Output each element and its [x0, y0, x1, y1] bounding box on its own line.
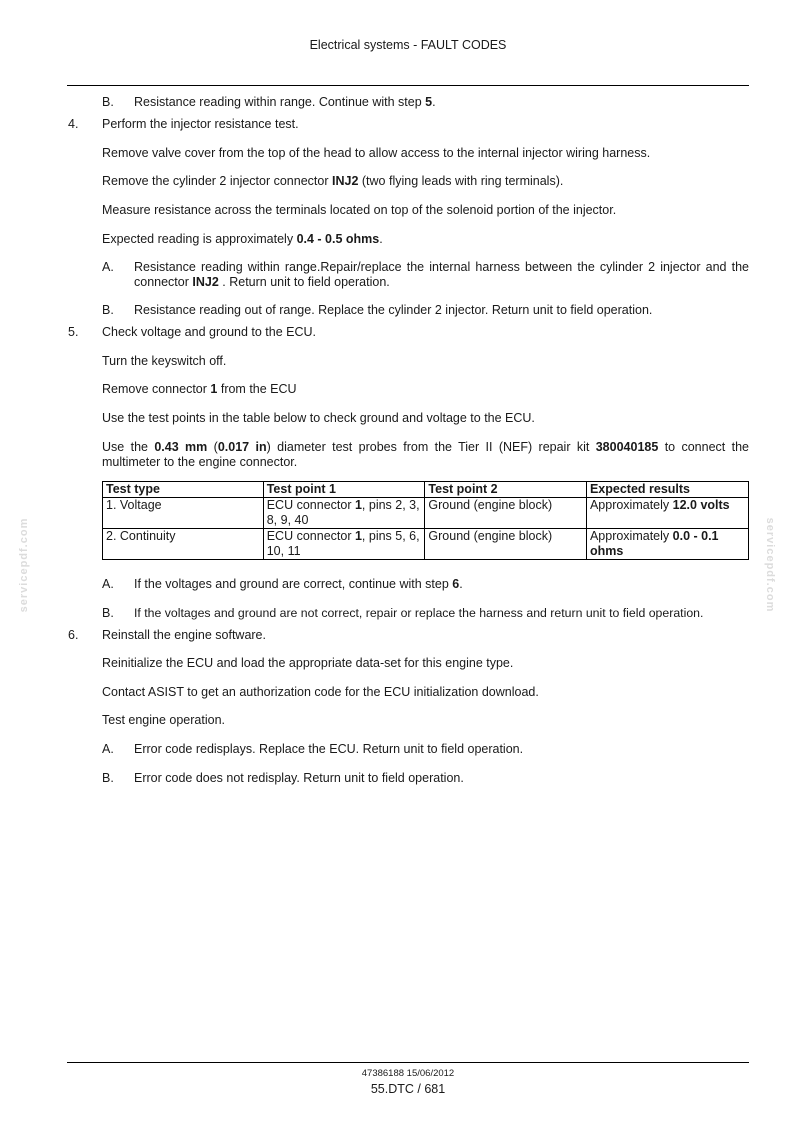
option-letter: A.	[102, 577, 114, 591]
table-row	[103, 498, 749, 529]
step-title: Check voltage and ground to the ECU.	[102, 325, 317, 339]
page-header-title: Electrical systems - FAULT CODES	[309, 38, 507, 52]
footer-page-number: 55.DTC / 681	[370, 1082, 446, 1096]
option-text: Resistance reading out of range. Replace the cylinder 2 injector. Return unit to field operation.	[134, 303, 653, 317]
option-letter: A.	[102, 742, 114, 756]
option-letter: B.	[102, 95, 114, 109]
footer-divider	[67, 1062, 749, 1063]
step-paragraph: Contact ASIST to get an authorization code for the ECU initialization download.	[102, 685, 539, 699]
option-text: Error code redisplays. Replace the ECU. Return unit to field operation.	[134, 742, 524, 756]
watermark-left: servicepdf.com	[18, 517, 30, 613]
step-paragraph: Turn the keyswitch off.	[102, 354, 227, 368]
option-letter: B.	[102, 606, 114, 620]
step-number: 4.	[68, 117, 79, 131]
option-text: Resistance reading within range. Continue with step 5.	[134, 95, 436, 109]
cell-test-point-2: Ground (engine block)	[425, 498, 587, 529]
cell-test-point-1: ECU connector 1, pins 5, 6, 10, 11	[263, 529, 425, 560]
cell-test-type: 1. Voltage	[103, 498, 264, 529]
step-paragraph: Use the 0.43 mm (0.017 in) diameter test probes from the Tier II (NEF) repair kit 380040185 to connect the multimeter to the engine connector.	[102, 440, 749, 469]
cell-expected-result: Approximately 12.0 volts	[586, 498, 748, 529]
step-paragraph: Expected reading is approximately 0.4 - 0.5 ohms.	[102, 232, 383, 246]
step-paragraph: Remove valve cover from the top of the head to allow access to the internal injector wiring harness.	[102, 146, 651, 160]
step-title: Perform the injector resistance test.	[102, 117, 299, 131]
step-paragraph: Reinitialize the ECU and load the appropriate data-set for this engine type.	[102, 656, 514, 670]
step-number: 6.	[68, 628, 79, 642]
option-letter: A.	[102, 260, 114, 274]
option-text: Resistance reading within range.Repair/replace the internal harness between the cylinder 2 injector and the connector INJ2 . Return unit to field operation.	[134, 260, 749, 289]
step-paragraph: Remove connector 1 from the ECU	[102, 382, 297, 396]
footer-doc-id: 47386188 15/06/2012	[361, 1068, 455, 1079]
column-header: Test type	[103, 482, 264, 498]
step-number: 5.	[68, 325, 79, 339]
header-divider	[67, 85, 749, 86]
option-text: If the voltages and ground are not correct, repair or replace the harness and return unit to field operation.	[134, 606, 704, 620]
option-text: Error code does not redisplay. Return unit to field operation.	[134, 771, 464, 785]
table-row	[103, 529, 749, 560]
cell-test-point-1: ECU connector 1, pins 2, 3, 8, 9, 40	[263, 498, 425, 529]
option-letter: B.	[102, 771, 114, 785]
step-paragraph: Use the test points in the table below to check ground and voltage to the ECU.	[102, 411, 535, 425]
option-letter: B.	[102, 303, 114, 317]
step-title: Reinstall the engine software.	[102, 628, 266, 642]
column-header: Test point 2	[425, 482, 587, 498]
column-header: Expected results	[586, 482, 748, 498]
step-paragraph: Remove the cylinder 2 injector connector INJ2 (two flying leads with ring terminals).	[102, 174, 564, 188]
option-text: If the voltages and ground are correct, continue with step 6.	[134, 577, 463, 591]
watermark-right: servicepdf.com	[764, 517, 776, 613]
cell-test-type: 2. Continuity	[103, 529, 264, 560]
column-header: Test point 1	[263, 482, 425, 498]
test-points-table	[102, 481, 749, 560]
cell-test-point-2: Ground (engine block)	[425, 529, 587, 560]
cell-expected-result: Approximately 0.0 - 0.1 ohms	[586, 529, 748, 560]
table-header-row	[103, 482, 749, 498]
step-paragraph: Measure resistance across the terminals located on top of the solenoid portion of the injector.	[102, 203, 617, 217]
step-paragraph: Test engine operation.	[102, 713, 226, 727]
